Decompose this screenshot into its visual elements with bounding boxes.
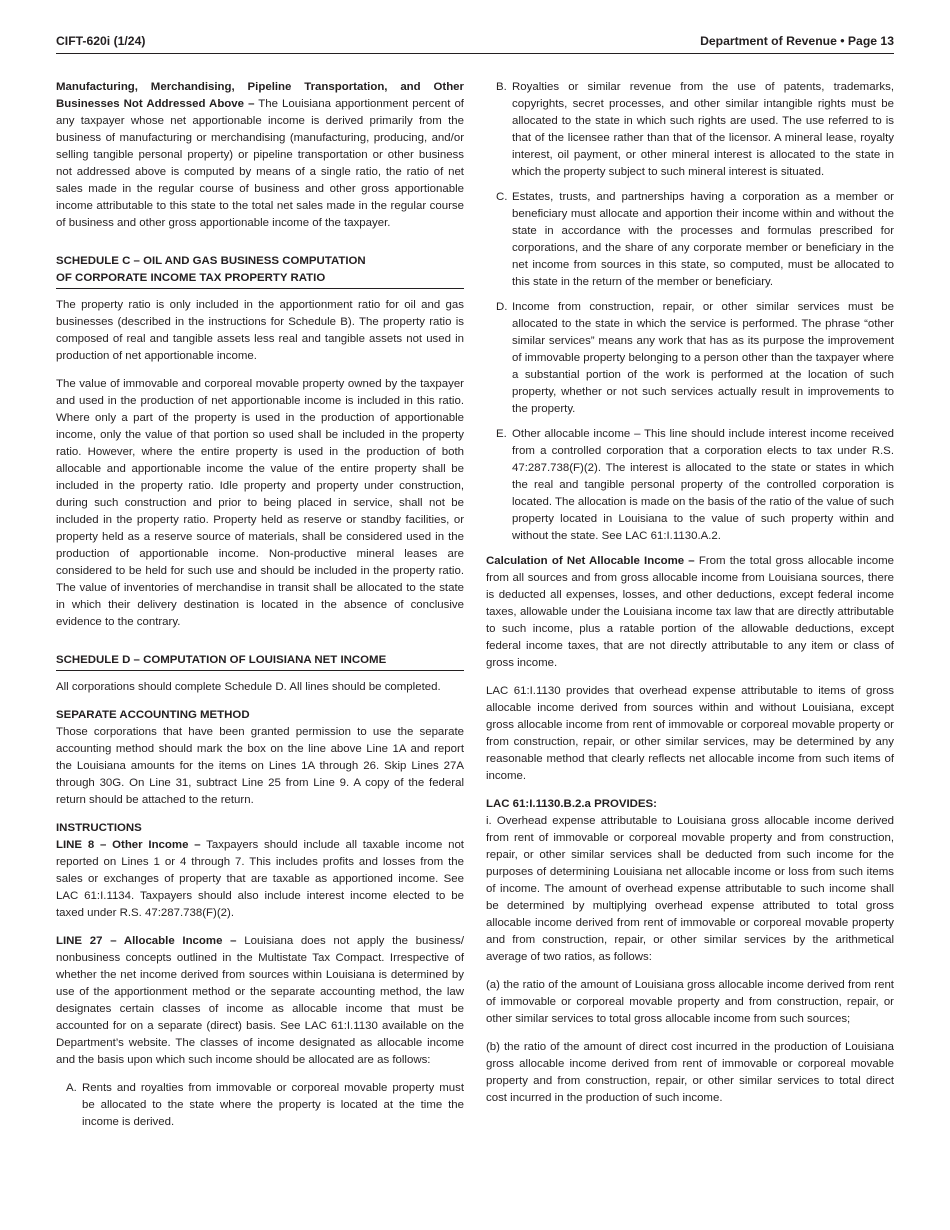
line27-lead: LINE 27 – Allocable Income –: [56, 935, 237, 947]
item-letter: E.: [496, 428, 507, 440]
schedule-c-line2: OF CORPORATE INCOME TAX PROPERTY RATIO: [56, 272, 326, 284]
item-letter: C.: [496, 191, 508, 203]
item-text: Royalties or similar revenue from the use of patents, trademarks, copyrights, secret processes, and other similar intangible rights must be allocated to the state in which such rights are used. The use referred to is that of the licensee rather than that of the licensor. A mineral lease, royalty interest, oil payment, or other mineral interest is allocated to the state in which the property subject to such mineral interest is situated.: [512, 81, 894, 178]
lac-provides-heading: LAC 61:I.1130.B.2.a PROVIDES:: [486, 798, 657, 810]
left-column: [56, 79, 464, 1139]
header-rule: [56, 53, 894, 54]
separate-accounting-paragraph: Those corporations that have been granted permission to use the separate accounting method should mark the box on the line above Line 1A and report the Louisiana amounts for the items on Lines 1A through 26. Skip Lines 27A through 30G. On Line 31, subtract Line 25 from Line 9. A copy of the federal return should be attached to the return.: [56, 726, 464, 806]
item-text: Income from construction, repair, or other similar services must be allocated to the state in which the service is performed. The phrase “other similar services” means any work that has as its purpose the improvement of immovable property belonging to a person other than the taxpayer where a substantial portion of the work is performed at the location of such property, whether or not such services actually result in improvements to the property.: [512, 301, 894, 415]
item-letter: D.: [496, 301, 508, 313]
net-allocable-paragraph: [486, 553, 894, 672]
property-ratio-paragraph: The property ratio is only included in the apportionment ratio for oil and gas businesses (described in the instructions for Schedule B). The property ratio is composed of real and tangible assets less real and tangible assets not used in production of net apportionable income.: [56, 299, 464, 362]
item-text: Other allocable income – This line should include interest income received from a controlled corporation that a corporation elects to tax under R.S. 47:287.738(F)(2). The interest is allocated to the state or states in which the real and tangible personal property of the controlled corporation is located. The allocation is made on the basis of the ratio of the value of such property located in Louisiana to the value of such property within and without the state. See LAC 61:I.1130.A.2.: [512, 428, 894, 542]
right-column: [486, 79, 894, 1107]
item-letter: A.: [66, 1082, 77, 1094]
lac-i-paragraph: i. Overhead expense attributable to Louisiana gross allocable income derived from rent of immovable or corporeal movable property and from construction, repair, or other similar services shall be deducted from such income for the purposes of determining Louisiana net allocable income or loss from such items of income. The amount of overhead expense attributable to such income shall be determined by multiplying overhead expense attributed to total gross allocable income derived from rent of immovable or corporeal movable property and from construction, repair, or other similar services by the arithmetical average of two ratios, as follows:: [486, 815, 894, 963]
page-label: Department of Revenue • Page 13: [700, 34, 894, 48]
line27-paragraph: [56, 933, 464, 1069]
net-allocable-lead: Calculation of Net Allocable Income –: [486, 555, 695, 567]
schedule-c-line1: SCHEDULE C – OIL AND GAS BUSINESS COMPUTATION: [56, 255, 366, 267]
item-letter: B.: [496, 81, 507, 93]
line27-text: Louisiana does not apply the business/ nonbusiness concepts outlined in the Multistate Tax Compact. Irrespective of whether the net income derived from sources within Louisiana is determined by use of the apportionment method or the separate accounting method, the law designates certain classes of income as allocable income that must be accounted for on a separate (direct) basis. See LAC 61:I.1130 available on the Department’s website. The classes of income designated as allocable income and the basis upon which such income should be allocated are as follows:: [56, 935, 464, 1066]
lac-overhead-paragraph: LAC 61:I.1130 provides that overhead expense attributable to items of gross allocable income derived from sources within and without Louisiana, except gross allocable income from rent of immovable or corporeal movable property or from construction, repair, or other similar services, may be determined by any reasonable method that clearly reflects net allocable income from such items of income.: [486, 685, 894, 782]
instructions-heading: INSTRUCTIONS: [56, 822, 142, 834]
allocable-item-e: [486, 426, 894, 545]
separate-accounting-heading: SEPARATE ACCOUNTING METHOD: [56, 709, 250, 721]
form-id: CIFT-620i (1/24): [56, 34, 146, 48]
lac-b-paragraph: (b) the ratio of the amount of direct cost incurred in the production of Louisiana gross allocable income derived from rent of immovable or corporeal movable property and from construction, repair, or other similar services to total direct cost incurred in the production of such income.: [486, 1041, 894, 1104]
line8-text: Taxpayers should include all taxable income not reported on Lines 1 or 4 through 7. This includes profits and losses from the sales or exchanges of property that are taxable as apportioned income. See LAC 61:I.1134. Taxpayers should also include interest income elected to be taxed under R.S. 47:287.738(F)(2).: [56, 839, 464, 919]
property-value-paragraph: The value of immovable and corporeal movable property owned by the taxpayer and used in the production of net apportionable income is included in this ratio. Where only a part of the property is used in the production of apportionable income, only the value of that portion so used shall be included in the property ratio. However, where the entire property is used in the production of both allocable and apportionable income the value of the entire property shall be included in the property ratio. Idle property and property under construction, during such construction and prior to being placed in service, shall not be included in the property ratio. Property held as reserve or standby facilities, or property held as a reserve source of materials, shall be considered used in the production of apportionable income. Non-productive mineral leases are considered to be held for such use and should be included in the property ratio. The value of inventories of merchandise in transit shall be allocated to the state in which their delivery destination is located in the absence of conclusive evidence to the contrary.: [56, 378, 464, 628]
allocable-item-a: [56, 1080, 464, 1131]
schedule-c-heading: [56, 253, 464, 289]
allocable-item-b: [486, 79, 894, 181]
lac-a-paragraph: (a) the ratio of the amount of Louisiana gross allocable income derived from rent of immovable or corporeal movable property and from construction, repair, or other similar services to total gross allocable income from such sources;: [486, 979, 894, 1025]
line8-paragraph: [56, 837, 464, 922]
allocable-item-c: [486, 189, 894, 291]
item-text: Rents and royalties from immovable or corporeal movable property must be allocated to the state where the property is located at the time the income is derived.: [82, 1082, 464, 1128]
allocable-item-d: [486, 299, 894, 418]
page-header: [56, 34, 894, 50]
schedule-d-heading: SCHEDULE D – COMPUTATION OF LOUISIANA NET INCOME: [56, 652, 464, 671]
line8-lead: LINE 8 – Other Income –: [56, 839, 201, 851]
schedule-d-paragraph: All corporations should complete Schedule D. All lines should be completed.: [56, 681, 441, 693]
net-allocable-text: From the total gross allocable income from all sources and from gross allocable income from Louisiana sources, there is deducted all expenses, losses, and other deductions, except federal income taxes, allowable under the Louisiana income tax law that are directly attributable to such income, plus a ratable portion of the allowable deductions, except federal income taxes, that are not directly attributable to any item or class of gross income.: [486, 555, 894, 669]
manufacturing-paragraph: [56, 79, 464, 232]
manufacturing-text: The Louisiana apportionment percent of any taxpayer whose net apportionable income is derived primarily from the business of manufacturing or merchandising (manufacturing, producing, and/or selling tangible personal property) or pipeline transportation or other business not addressed above is computed by means of a single ratio, the ratio of net sales made in the regular course of business and other gross apportionable income attributable to this state to the total net sales made in the regular course of business and other gross apportionable income of the taxpayer.: [56, 98, 464, 229]
item-text: Estates, trusts, and partnerships having a corporation as a member or beneficiary must allocate and apportion their income within and without the state in accordance with the processes and formulas prescribed for corporations, and the share of any corporate member or beneficiary in the net income from sources in this state, so computed, must be allocated to this state in the return of the member or beneficiary.: [512, 191, 894, 288]
manufacturing-lead: Manufacturing, Merchandising, Pipeline Transportation, and Other Businesses Not Addressed Above –: [56, 81, 464, 110]
